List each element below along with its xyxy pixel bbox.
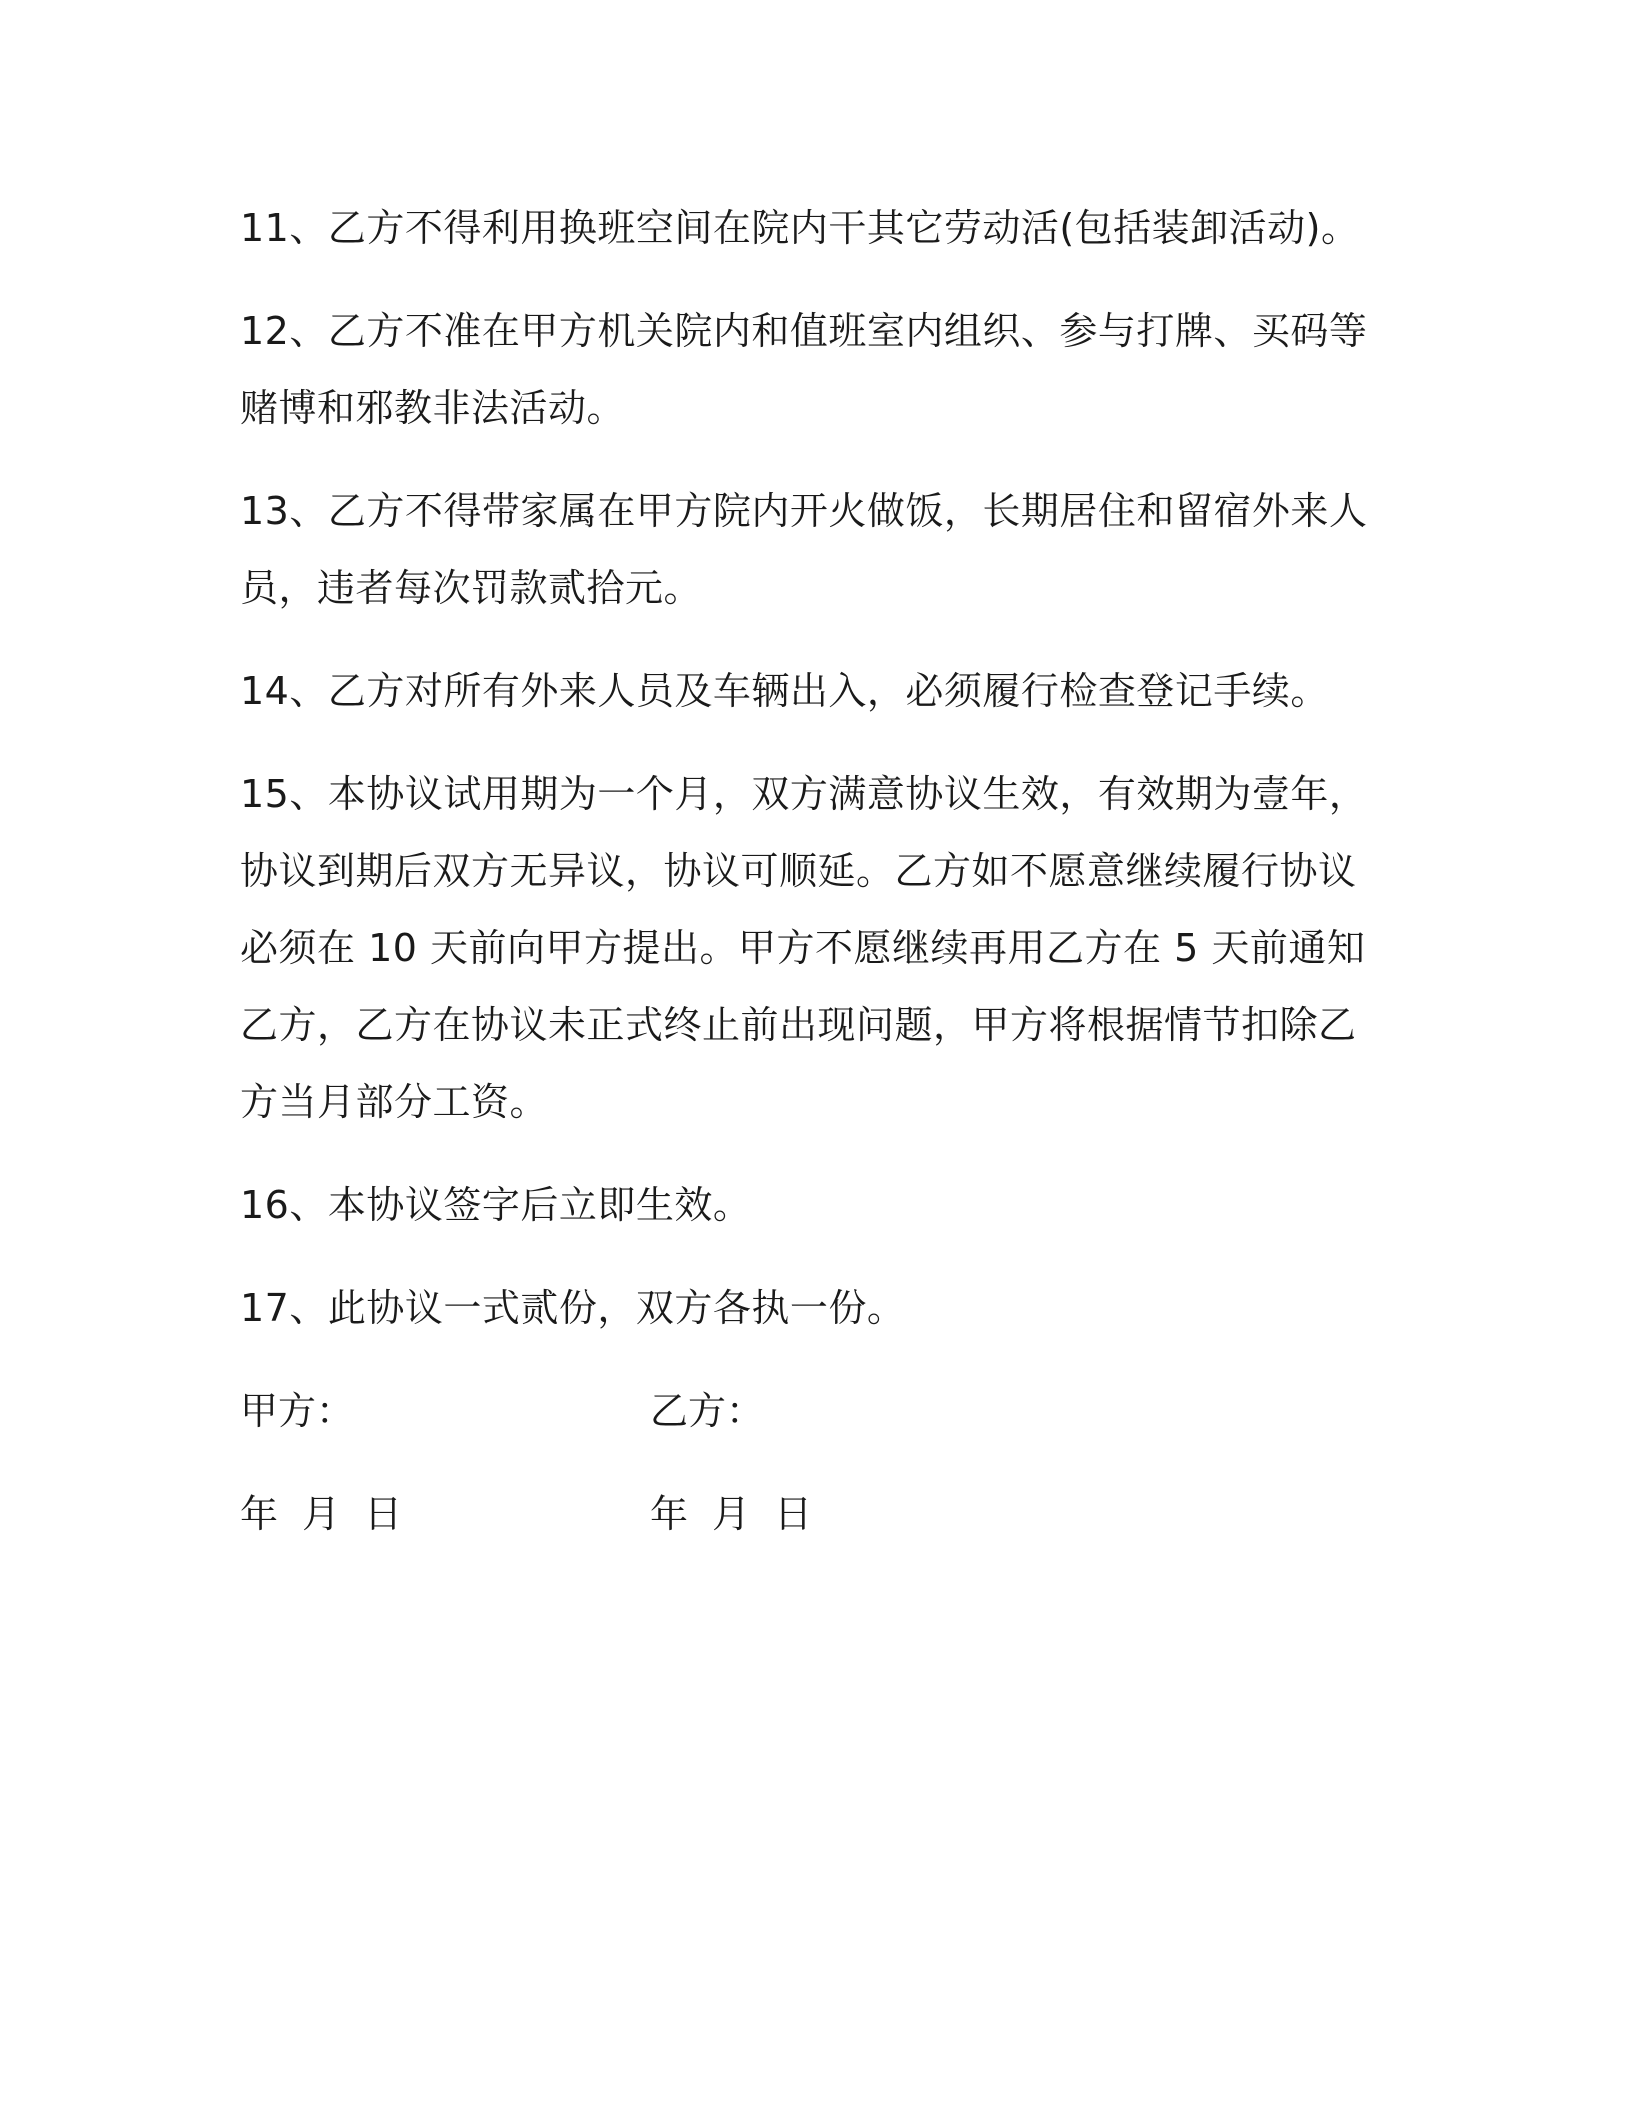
party-a-label: 甲方： [240,1389,355,1433]
date-row [240,1476,1390,1553]
party-a-date: 年 月 日 [240,1492,409,1536]
party-b-label: 乙方： [650,1389,765,1433]
clause-15: 15、本协议试用期为一个月，双方满意协议生效，有效期为壹年，协议到期后双方无异议，协议可顺延。乙方如不愿意继续履行协议必须在 10 天前向甲方提出。甲方不愿继续再用乙方在 5 天前通知乙方，乙方在协议未正式终止前出现问题，甲方将根据情节扣除乙方当月部分工资。 [240,772,1368,1124]
clause-13: 13、乙方不得带家属在甲方院内开火做饭，长期居住和留宿外来人员，违者每次罚款贰拾元。 [240,489,1368,610]
clause-14: 14、乙方对所有外来人员及车辆出入，必须履行检查登记手续。 [240,669,1329,713]
clause-16: 16、本协议签字后立即生效。 [240,1183,752,1227]
clause-11: 11、乙方不得利用换班空间在院内干其它劳动活(包括装卸活动)。 [240,206,1360,250]
clause-12: 12、乙方不准在甲方机关院内和值班室内组织、参与打牌、买码等赌博和邪教非法活动。 [240,309,1368,430]
agreement-body [240,190,1390,1579]
clause-17: 17、此协议一式贰份，双方各执一份。 [240,1286,906,1330]
signature-row [240,1373,1390,1450]
party-b-date: 年 月 日 [650,1492,819,1536]
